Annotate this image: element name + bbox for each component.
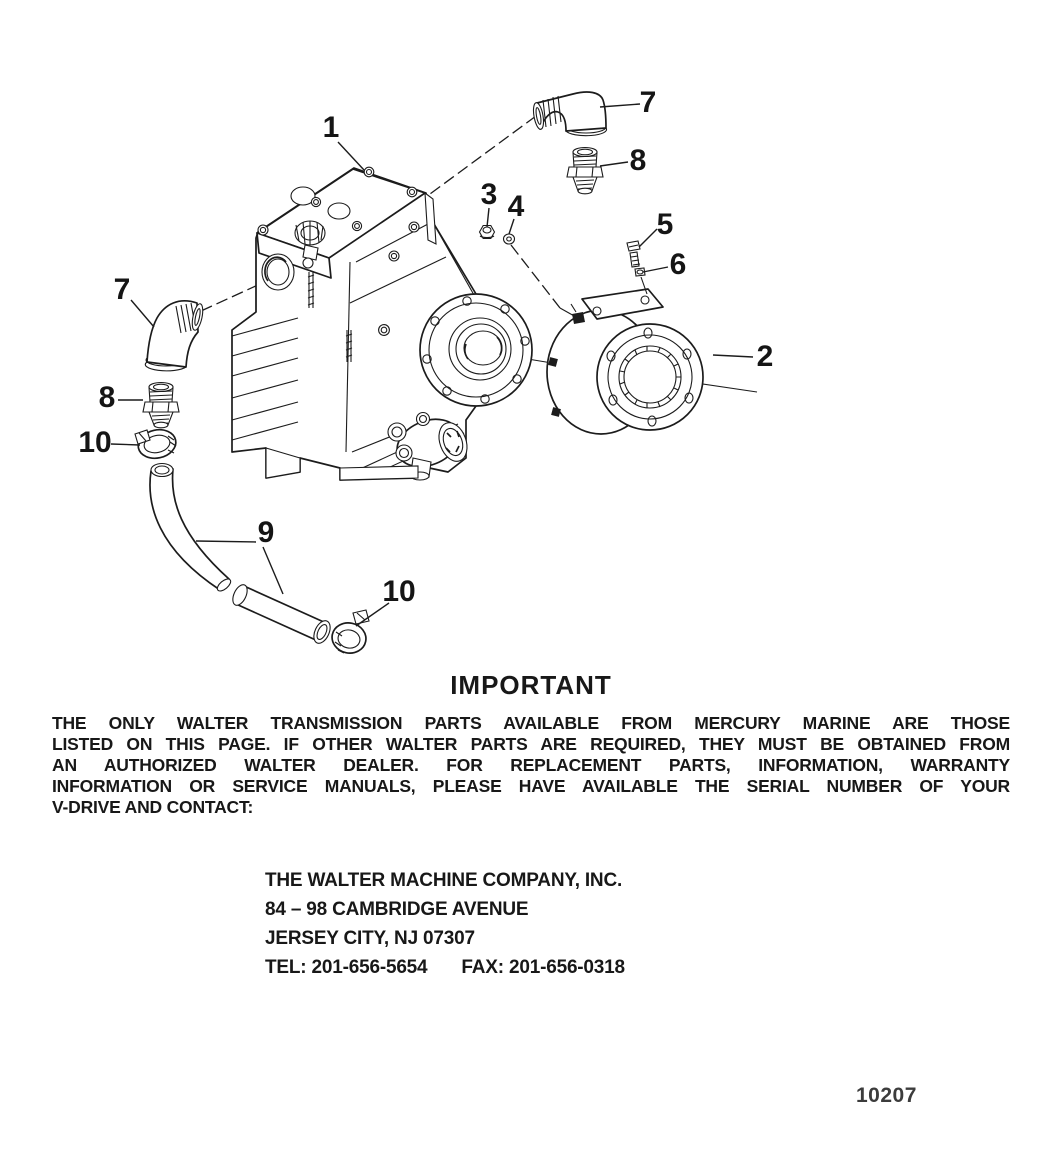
callout-5: 5 xyxy=(656,208,674,241)
part-10-hose-clamp-left xyxy=(135,426,178,461)
contact-city: JERSEY CITY, NJ 07307 xyxy=(265,928,475,949)
contact-tel: TEL: 201-656-5654 xyxy=(265,957,428,978)
part-8-hose-fitting-left xyxy=(143,383,179,428)
part-5-screw xyxy=(627,241,640,267)
notice-line: LISTED ON THIS PAGE. IF OTHER WALTER PARTS ARE REQUIRED, THEY MUST BE OBTAINED FROM xyxy=(52,734,1010,754)
output-flange xyxy=(420,294,532,406)
part-7-elbow-fitting-left xyxy=(145,301,204,371)
callout-2: 2 xyxy=(756,340,774,373)
contact-phone-line xyxy=(265,953,625,982)
callout-1: 1 xyxy=(322,111,340,144)
important-notice xyxy=(52,670,1010,818)
contact-block xyxy=(265,866,625,982)
contact-company: THE WALTER MACHINE COMPANY, INC. xyxy=(265,870,623,891)
callout-8-left: 8 xyxy=(98,381,116,414)
callout-7-upper: 7 xyxy=(639,86,657,119)
contact-address: 84 – 98 CAMBRIDGE AVENUE xyxy=(265,899,529,920)
notice-heading: IMPORTANT xyxy=(450,670,612,700)
callout-10-left: 10 xyxy=(78,426,112,459)
part-3-nut xyxy=(480,226,495,239)
notice-line: V-DRIVE AND CONTACT: xyxy=(52,797,254,817)
part-8-hose-fitting-upper xyxy=(567,148,603,194)
drawing-number: 10207 xyxy=(856,1084,917,1107)
callout-7-left: 7 xyxy=(113,273,131,306)
callout-6: 6 xyxy=(669,248,687,281)
callout-3: 3 xyxy=(480,178,498,211)
part-4-washer xyxy=(504,234,515,244)
notice-line: THE ONLY WALTER TRANSMISSION PARTS AVAILABLE FROM MERCURY MARINE ARE THOSE xyxy=(52,713,1010,733)
callout-9: 9 xyxy=(257,516,275,549)
notice-line: INFORMATION OR SERVICE MANUALS, PLEASE HAVE AVAILABLE THE SERIAL NUMBER OF YOUR xyxy=(52,776,1010,796)
part-10-hose-clamp-lower xyxy=(329,610,369,656)
part-1-transmission-assembly xyxy=(232,167,532,480)
notice-line: AN AUTHORIZED WALTER DEALER. FOR REPLACEMENT PARTS, INFORMATION, WARRANTY xyxy=(52,755,1010,775)
callout-8-upper: 8 xyxy=(629,144,647,177)
contact-fax: FAX: 201-656-0318 xyxy=(461,957,625,978)
part-9-hose-curved xyxy=(150,464,233,594)
callout-4: 4 xyxy=(507,190,525,223)
side-port xyxy=(262,254,294,290)
part-2-coupling-housing xyxy=(547,289,703,434)
mounting-foot-right xyxy=(340,466,418,480)
callout-10-lower: 10 xyxy=(382,575,416,608)
part-7-elbow-fitting-upper xyxy=(532,92,607,136)
